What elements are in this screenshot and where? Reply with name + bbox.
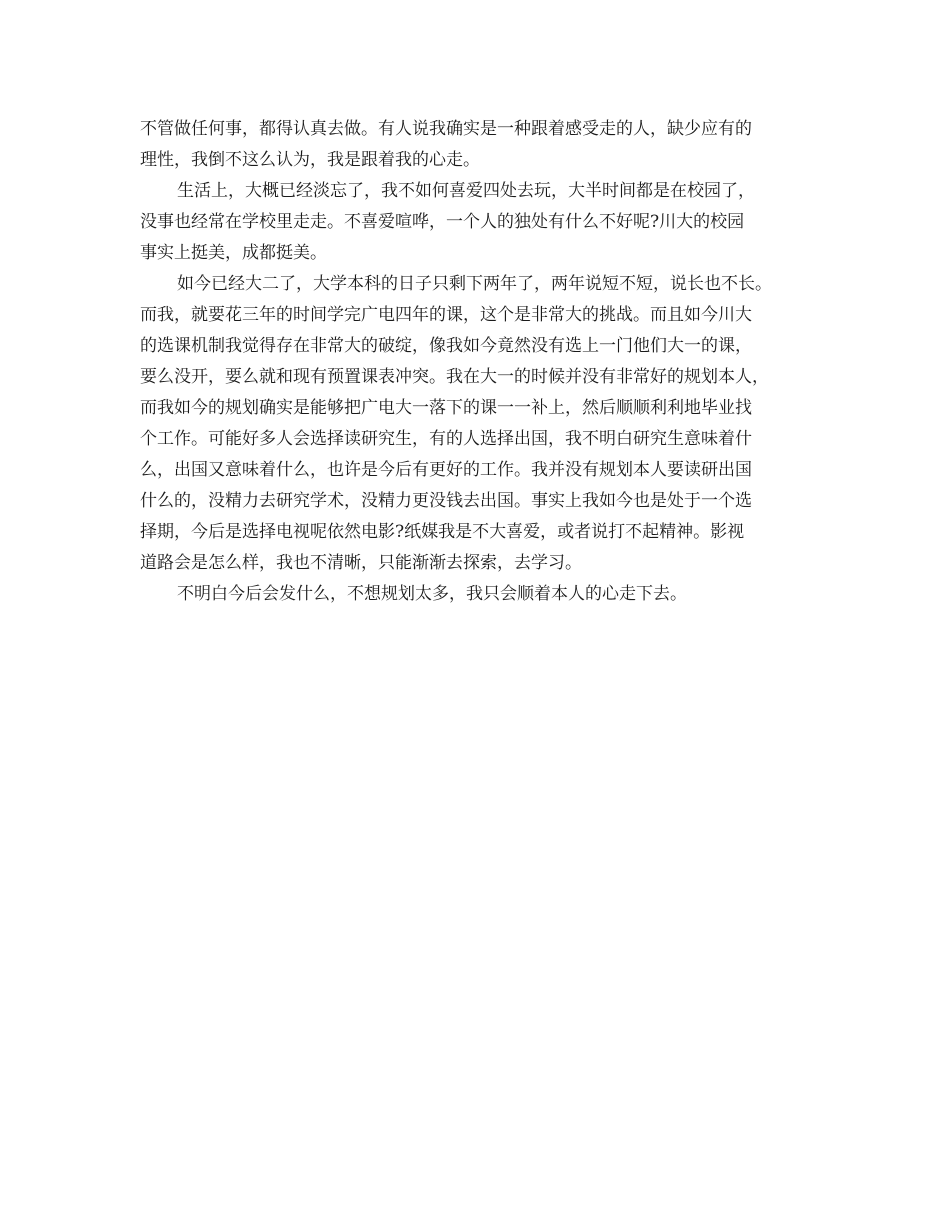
body-text	[140, 114, 820, 610]
text-line: 的选课机制我觉得存在非常大的破绽，像我如今竟然没有选上一门他们大一的课，	[140, 336, 752, 356]
text-line: 个工作。可能好多人会选择读研究生，有的人选择出国，我不明白研究生意味着什	[140, 429, 752, 449]
text-line: 没事也经常在学校里走走。不喜爱喧哗，一个人的独处有什么不好呢?川大的校园	[140, 212, 745, 232]
paragraph-first-line: 生活上，大概已经淡忘了，我不如何喜爱四处去玩，大半时间都是在校园了，	[177, 181, 755, 201]
text-line: 而我如今的规划确实是能够把广电大一落下的课一一补上，然后顺顺利利地毕业找	[140, 398, 752, 418]
text-line: 道路会是怎么样，我也不清晰，只能渐渐去探索，去学习。	[140, 553, 582, 573]
text-line: 事实上挺美，成都挺美。	[140, 243, 327, 263]
paragraph-first-line: 如今已经大二了，大学本科的日子只剩下两年了，两年说短不短，说长也不长。	[177, 274, 772, 294]
text-line: 择期，今后是选择电视呢依然电影?纸媒我是不大喜爱，或者说打不起精神。影视	[140, 522, 745, 542]
paragraph-first-line: 不明白今后会发什么，不想规划太多，我只会顺着本人的心走下去。	[177, 584, 687, 604]
text-line: 么，出国又意味着什么，也许是今后有更好的工作。我并没有规划本人要读研出国	[140, 460, 752, 480]
text-line: 要么没开，要么就和现有预置课表冲突。我在大一的时候并没有非常好的规划本人，	[140, 367, 769, 387]
text-line: 不管做任何事，都得认真去做。有人说我确实是一种跟着感受走的人，缺少应有的	[140, 119, 752, 139]
text-line: 什么的，没精力去研究学术，没精力更没钱去出国。事实上我如今也是处于一个选	[140, 491, 752, 511]
text-line: 而我，就要花三年的时间学完广电四年的课，这个是非常大的挑战。而且如今川大	[140, 305, 752, 325]
text-line: 理性，我倒不这么认为，我是跟着我的心走。	[140, 150, 480, 170]
